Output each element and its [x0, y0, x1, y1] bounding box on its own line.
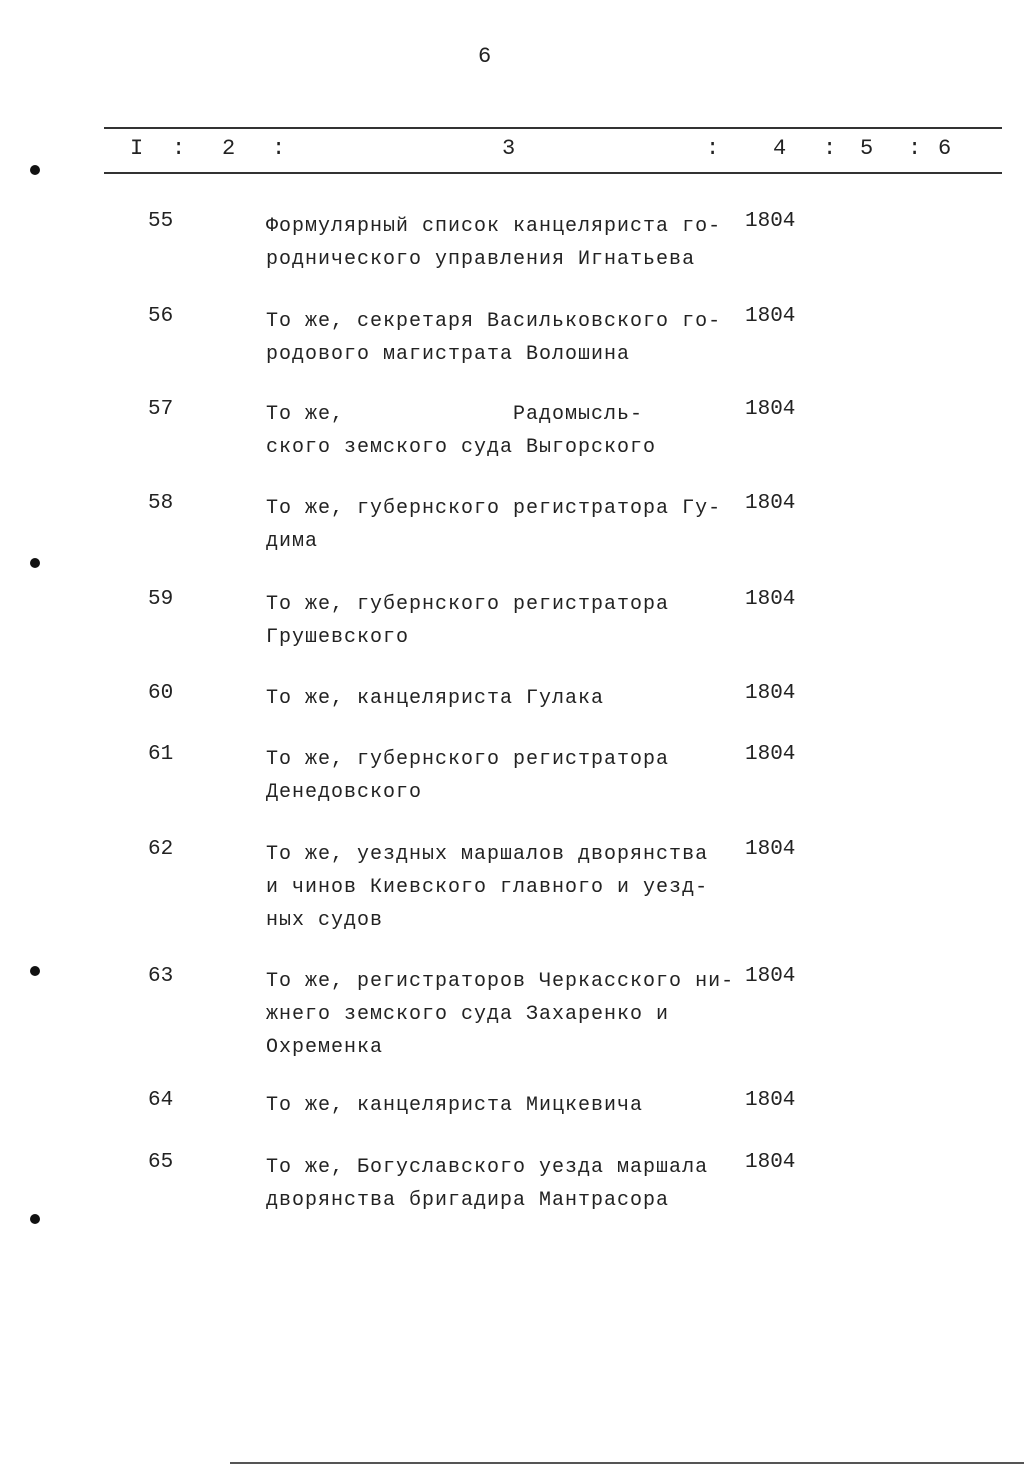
description-line: роднического управления Игнатьева: [266, 248, 696, 271]
header-col-2: 2: [222, 136, 236, 161]
header-top-rule: [104, 127, 1002, 129]
description-line: ных судов: [266, 909, 384, 932]
item-year: 1804: [745, 492, 796, 515]
description-line: Формулярный список канцеляриста го-: [266, 215, 722, 238]
description-line: Охременка: [266, 1036, 384, 1059]
item-number: 58: [148, 492, 174, 515]
header-sep: :: [908, 136, 922, 161]
header-sep: :: [706, 136, 720, 161]
header-sep: :: [172, 136, 186, 161]
item-year: 1804: [745, 838, 796, 861]
item-description: [266, 1089, 643, 1122]
header-col-6: 6: [938, 136, 952, 161]
item-description: [266, 398, 656, 464]
description-line: То же, канцеляриста Мицкевича: [266, 1094, 644, 1117]
description-line: То же, канцеляриста Гулака: [266, 687, 605, 710]
item-year: 1804: [745, 588, 796, 611]
item-number: 64: [148, 1089, 174, 1112]
item-number: 59: [148, 588, 174, 611]
item-year: 1804: [745, 965, 796, 988]
header-col-3: 3: [502, 136, 516, 161]
description-line: родового магистрата Волошина: [266, 343, 631, 366]
header-col-5: 5: [860, 136, 874, 161]
bottom-edge-line: [230, 1462, 1024, 1464]
header-sep: :: [823, 136, 837, 161]
header-bottom-rule: [104, 172, 1002, 174]
description-line: жнего земского суда Захаренко и: [266, 1003, 670, 1026]
item-year: 1804: [745, 305, 796, 328]
item-number: 55: [148, 210, 174, 233]
item-description: [266, 682, 604, 715]
description-line: То же, уездных маршалов дворянства: [266, 843, 709, 866]
header-col-4: 4: [773, 136, 787, 161]
item-description: [266, 838, 708, 937]
item-number: 65: [148, 1151, 174, 1174]
description-line: То же, губернского регистратора: [266, 748, 670, 771]
item-number: 60: [148, 682, 174, 705]
item-description: [266, 588, 669, 654]
item-year: 1804: [745, 1089, 796, 1112]
item-year: 1804: [745, 210, 796, 233]
description-line: То же, регистраторов Черкасского ни-: [266, 970, 735, 993]
punch-hole-mark: [30, 966, 40, 976]
description-line: Грушевского: [266, 626, 410, 649]
item-description: [266, 965, 734, 1064]
header-sep: :: [272, 136, 286, 161]
description-line: То же, Радомысль-: [266, 403, 644, 426]
description-line: То же, губернского регистратора Гу-: [266, 497, 722, 520]
item-description: [266, 743, 669, 809]
punch-hole-mark: [30, 558, 40, 568]
item-description: [266, 492, 721, 558]
item-description: [266, 305, 721, 371]
description-line: дима: [266, 530, 319, 553]
item-year: 1804: [745, 682, 796, 705]
description-line: То же, секретаря Васильковского го-: [266, 310, 722, 333]
description-line: Денедовского: [266, 781, 423, 804]
description-line: и чинов Киевского главного и уезд-: [266, 876, 709, 899]
item-number: 63: [148, 965, 174, 988]
item-year: 1804: [745, 398, 796, 421]
punch-hole-mark: [30, 1214, 40, 1224]
description-line: ского земского суда Выгорского: [266, 436, 657, 459]
description-line: То же, губернского регистратора: [266, 593, 670, 616]
item-year: 1804: [745, 1151, 796, 1174]
item-number: 61: [148, 743, 174, 766]
description-line: дворянства бригадира Мантрасора: [266, 1189, 670, 1212]
header-col-1: I: [130, 136, 144, 161]
item-number: 57: [148, 398, 174, 421]
description-line: То же, Богуславского уезда маршала: [266, 1156, 709, 1179]
punch-hole-mark: [30, 165, 40, 175]
item-year: 1804: [745, 743, 796, 766]
item-number: 62: [148, 838, 174, 861]
item-description: [266, 1151, 708, 1217]
item-number: 56: [148, 305, 174, 328]
item-description: [266, 210, 721, 276]
page-number: 6: [478, 44, 492, 69]
